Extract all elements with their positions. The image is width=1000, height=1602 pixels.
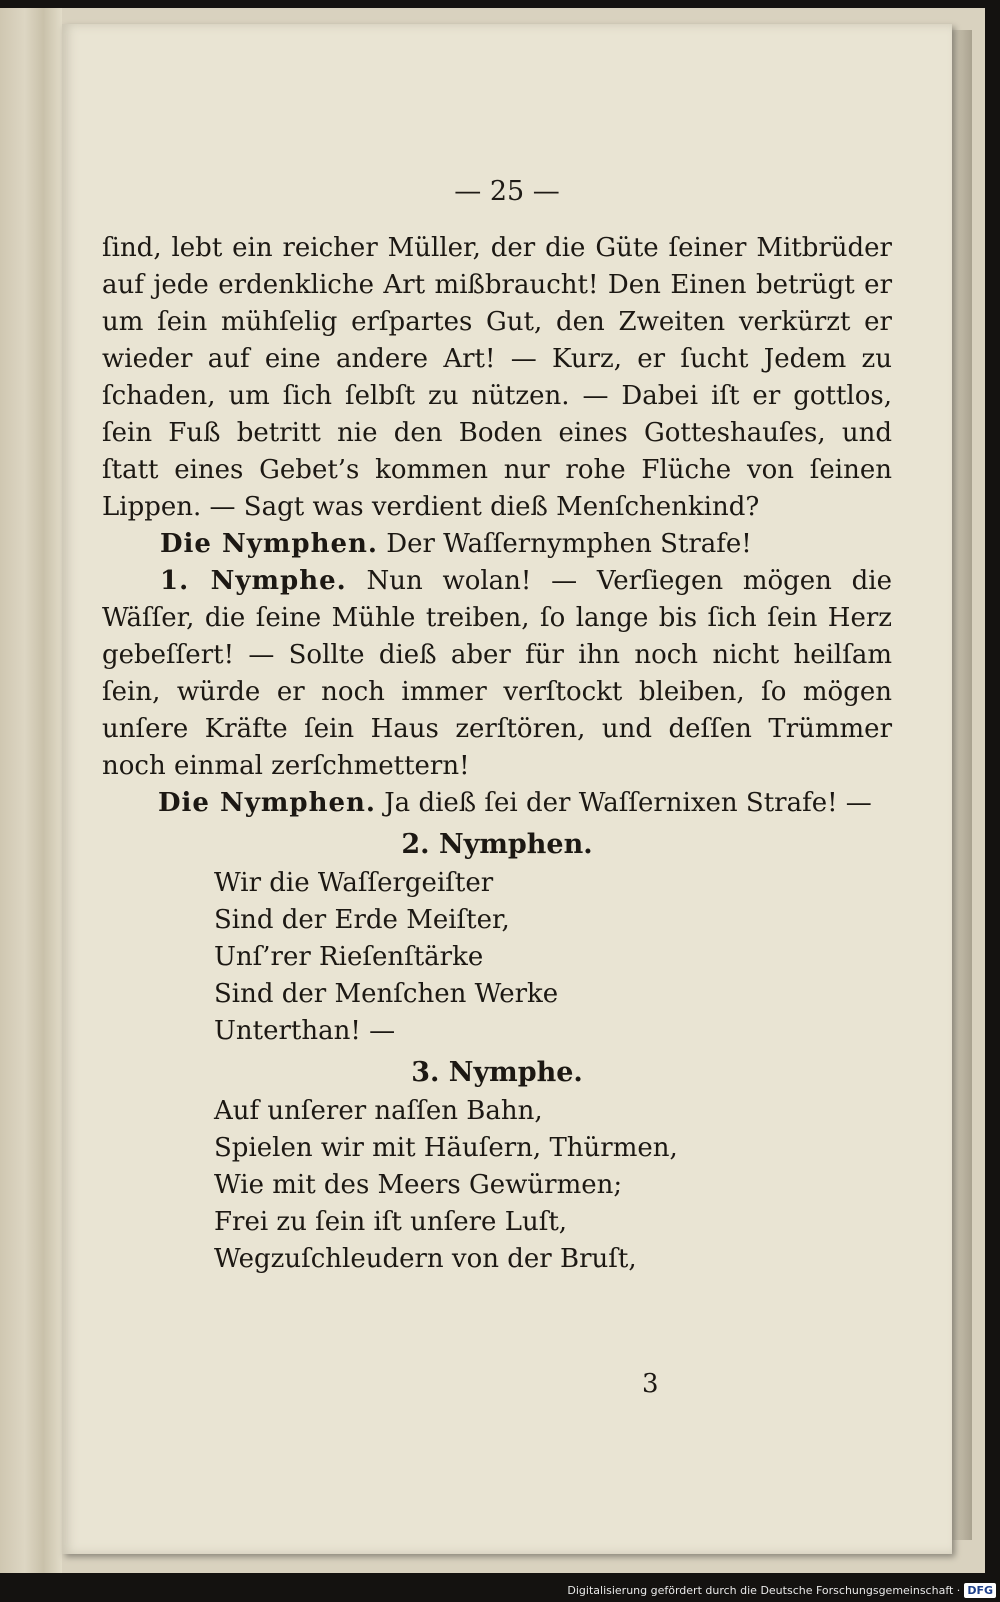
page-number: — 25 — bbox=[454, 176, 560, 207]
footer-text: Digitalisierung gefördert durch die Deutsche Forschungsgemeinschaft · bbox=[567, 1583, 961, 1597]
book-spine bbox=[0, 8, 62, 1573]
footer-attribution bbox=[563, 1578, 1000, 1602]
speech-text: Nun wolan! — Verſiegen mögen die Wäſſer, die ſeine Mühle treiben, ſo lange bis ſich ſein Herz gebeſſert! — Sollte dieß aber für ihn noch nicht heilſam ſein, würde er noch immer verſtockt bleiben, ſo mögen unſere Kräfte ſein Haus zerſtören, und deſſen Trümmer noch einmal zerſchmettern! bbox=[102, 566, 893, 781]
verse-line: Wir die Waſſergeiſter bbox=[214, 868, 494, 898]
verse-line: Wie mit des Meers Gewürmen; bbox=[214, 1170, 623, 1200]
section-heading: 3. Nymphe. bbox=[411, 1057, 583, 1088]
speech-text: Der Waſſernymphen Strafe! bbox=[386, 529, 752, 559]
page-edge bbox=[952, 30, 972, 1540]
book-page bbox=[62, 24, 952, 1554]
verse-block bbox=[102, 865, 892, 1050]
section-heading: 2. Nymphen. bbox=[401, 829, 593, 860]
verse-line: Frei zu ſein iſt unſere Luſt, bbox=[214, 1207, 568, 1237]
verse-line: Sind der Erde Meiſter, bbox=[214, 905, 510, 935]
speech-line bbox=[102, 785, 892, 822]
page-text bbox=[102, 230, 892, 1278]
verse-block bbox=[102, 1093, 892, 1278]
verse-line: Wegzuſchleudern von der Bruſt, bbox=[214, 1244, 637, 1274]
verse-line: Unſ’rer Rieſenſtärke bbox=[214, 942, 484, 972]
speaker-label: 1. Nymphe. bbox=[160, 566, 347, 596]
speaker-label: Die Nymphen. bbox=[158, 788, 376, 818]
paragraph: ſind, lebt ein reicher Müller, der die Güte ſeiner Mitbrüder auf jede erdenkliche Art mißbraucht! Den Einen betrügt er um ſein mühſelig erſpartes Gut, den Zweiten verkürzt er wieder auf eine andere Art! — Kurz, er ſucht Jedem zu ſchaden, um ſich ſelbſt zu nützen. — Dabei iſt er gottlos, ſein Fuß betritt nie den Boden eines Gotteshauſes, und ſtatt eines Gebet’s kommen nur rohe Flüche von ſeinen Lippen. — Sagt was verdient dieß Menſchenkind? bbox=[102, 233, 892, 522]
verse-line: Spielen wir mit Häuſern, Thürmen, bbox=[214, 1133, 678, 1163]
verse-line: Auf unſerer naſſen Bahn, bbox=[214, 1096, 543, 1126]
dfg-logo: DFG bbox=[964, 1583, 996, 1598]
verse-line: Unterthan! — bbox=[214, 1016, 396, 1046]
speech-line bbox=[102, 526, 892, 563]
speech-text: Ja dieß ſei der Waſſernixen Strafe! — bbox=[384, 788, 872, 818]
speaker-label: Die Nymphen. bbox=[160, 529, 378, 559]
printer-signature: 3 bbox=[642, 1369, 659, 1399]
verse-line: Sind der Menſchen Werke bbox=[214, 979, 559, 1009]
speech-line bbox=[102, 563, 892, 785]
